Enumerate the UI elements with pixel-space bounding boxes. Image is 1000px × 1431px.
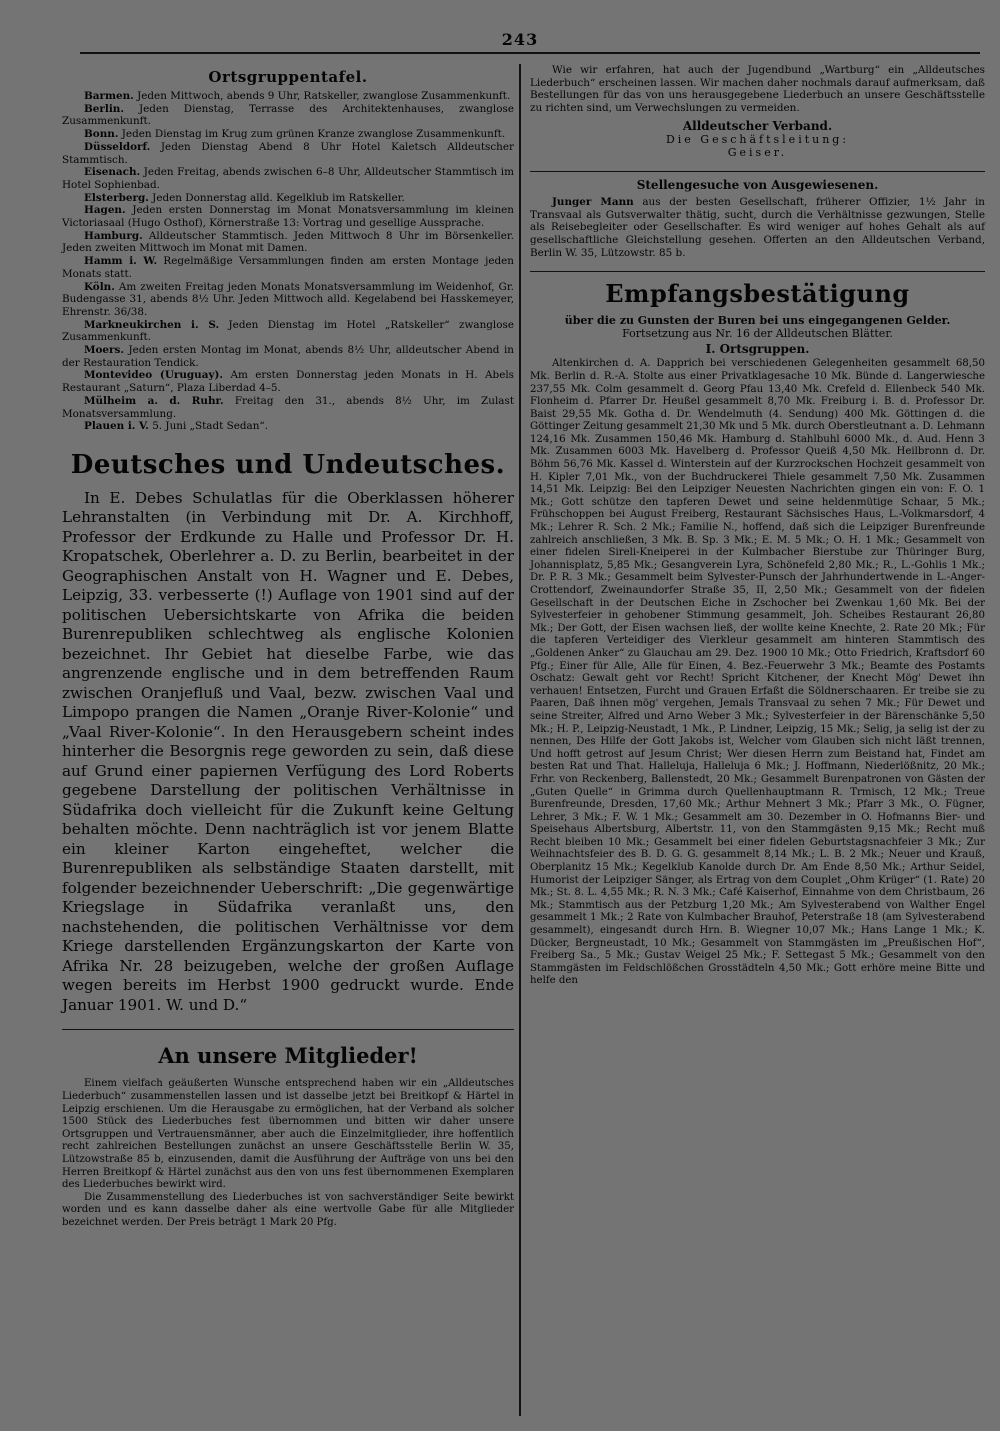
ortsgruppe-place: Mülheim a. d. Ruhr. [84, 394, 224, 407]
ortsgruppe-entry [62, 90, 514, 103]
ortsgruppe-text: Am ersten Donnerstag jeden Monats in H. Abels Restaurant „Saturn“, Plaza Liberdad 4–5. [62, 369, 515, 395]
ortsgruppen-section-heading: I. Ortsgruppen. [705, 342, 810, 357]
ortsgruppe-place: Eisenach. [84, 166, 141, 179]
ortsgruppe-entry [62, 369, 514, 394]
ortsgruppe-text: Jeden ersten Montag im Monat, abends 8½ Uhr, alldeutscher Abend in der Restauration Tendick. [62, 344, 514, 369]
section-divider [62, 1029, 514, 1030]
mitglieder-title: An unsere Mitglieder! [158, 1043, 418, 1069]
ortsgruppe-place: Berlin. [84, 102, 124, 115]
ortsgruppe-text: Jeden ersten Donnerstag im Monat Monatsversammlung im kleinen Victoriasaal (Hugo Osthof), Körnerstraße 13: Vortrag und gesellige Aussprache. [62, 204, 514, 230]
stellengesuch-text [530, 196, 985, 260]
geschaeftsleitung-label: Die Geschäftsleitung: [665, 132, 850, 146]
ortsgruppe-entry [62, 255, 514, 280]
stellengesuche-title: Stellengesuche von Ausgewiesenen. [636, 177, 879, 192]
ortsgruppe-place: Barmen. [84, 90, 134, 102]
empfang-subtitle [530, 314, 985, 327]
ortsgruppe-text: Alldeutscher Stammtisch. Jeden Mittwoch 8 Uhr im Börsenkeller. Jeden zweiten Mittwoch im Monat mit Damen. [62, 229, 515, 255]
stellengesuch-lead: Junger Mann [552, 195, 634, 208]
ortsgruppe-entry [62, 395, 514, 420]
deutsches-body: In E. Debes Schulatlas für die Oberklassen höherer Lehranstalten (in Verbindung mit Dr. A. Kirchhoff, Professor der Erdkunde zu Halle und Professor Dr. H. Kropatschek, Oberlehrer a. D. zu Berlin, bearbeitet in der Geographischen Anstalt von H. Wagner und E. Debes, Leipzig, 33. verbesserte (!) Auflage von 1901 sind auf der politischen Uebersichtskarte von Afrika die beiden Burenrepubliken schlechtweg als englische Kolonien bezeichnet. Ihr Gebiet hat dieselbe Farbe, wie das angrenzende englische und in dem betreffenden Raum zwischen Oranjefluß und Vaal, bezw. zwischen Vaal und Limpopo prangen die Namen „Oranje River-Kolonie“ und „Vaal River-Kolonie“. In den Herausgebern scheint indes hinterher die Besorgnis rege geworden zu sein, daß diese auf Grund einer papiernen Verfügung des Lord Roberts gegebene Darstellung der politischen Verhältnisse in Südafrika doch vielleicht für die Zukunft keine Geltung behalten möchte. Denn nachträglich ist vor jenem Blatte ein kleiner Karton eingeheftet, welcher die Burenrepubliken als selbständige Staaten darstellt, mit folgender bezeichnender Ueberschrift: „Die gegenwärtige Kriegslage in Südafrika veranlaßt uns, den nachstehenden, die politischen Verhältnisse vor dem Kriege darstellenden Ergänzungskarton der Karte von Afrika Nr. 28 beizugeben, welche der großen Auflage wegen bereits im Herbst 1900 gedruckt wurde. Ende Januar 1901. W. und D.“ [62, 488, 514, 1014]
ortsgruppe-entry [62, 281, 514, 319]
ortsgruppe-text: Am zweiten Freitag jeden Monats Monatsversammlung im Weidenhof, Gr. Budengasse 31, abends 8½ Uhr. Jeden Mittwoch alld. Kegelabend bei Hasskemeyer, Ehrenstr. 36/38. [62, 280, 514, 318]
ortsgruppe-text: Jeden Dienstag im Krug zum grünen Kranze zwanglose Zusammenkunft. [121, 128, 506, 141]
ortsgruppe-text: Jeden Mittwoch, abends 9 Uhr, Ratskeller, zwanglose Zusammenkunft. [137, 90, 511, 102]
section-divider [530, 271, 985, 272]
ortsgruppe-text: Jeden Dienstag im Hotel „Ratskeller“ zwanglose Zusammenkunft. [62, 318, 514, 344]
ortsgruppe-place: Köln. [84, 280, 115, 293]
ortsgruppe-place: Düsseldorf. [84, 140, 151, 153]
empfang-subtitle-main: über die zu Gunsten der Buren bei uns eingegangenen Gelder. [564, 314, 951, 328]
ortsgruppe-entry [62, 103, 514, 128]
ortsgruppen-list [62, 90, 514, 433]
ortsgruppe-entry [62, 204, 514, 229]
ortsgruppe-entry [62, 420, 514, 433]
ortsgruppe-entry [62, 344, 514, 369]
ortsgruppe-place: Hagen. [84, 204, 126, 217]
ortsgruppe-entry [62, 192, 514, 205]
ortsgruppe-place: Montevideo (Uruguay). [84, 369, 224, 382]
stellengesuch-body: aus der besten Gesellschaft, früherer Offizier, 1½ Jahr in Transvaal als Gutsverwalter thätig, sucht, durch die Verhältnisse gezwungen, Stelle als Reisebegleiter oder Gesellschafter. Es wird weniger auf hohes Gehalt als auf gesellschaftliche Gleichstellung gesehen. Offerten an den Alldeutschen Verband, Berlin W. 35, Lützowstr. 85 b. [530, 195, 985, 259]
ortsgruppe-text: Jeden Donnerstag alld. Kegelklub im Ratskeller. [152, 191, 405, 204]
section-divider [530, 171, 985, 172]
ortsgruppe-text: Regelmäßige Versammlungen finden am ersten Montage jeden Monats statt. [62, 255, 514, 280]
ortsgruppe-text: Jeden Dienstag, Terrasse des Architektenhauses, zwanglose Zusammenkunft. [62, 102, 514, 128]
ortsgruppe-place: Elsterberg. [84, 191, 149, 204]
donation-list: Altenkirchen d. A. Dapprich bei verschiedenen Gelegenheiten gesammelt 68,50 Mk. Berlin d. R.-A. Stolte aus einer Privatklagesache 10 Mk. Bünde d. Langerwiesche 237,55 Mk. Colm gesammelt d. Georg Pfau 13,40 Mk. Crefeld d. Ellenbeck 540 Mk. Flonheim d. Pfarrer Dr. Heußel gesammelt 8,70 Mk. Freiburg i. B. d. Professor Dr. Baist 29,55 Mk. Gotha d. Dr. Wendelmuth (4. Sendung) 400 Mk. Göttingen d. die Göttinger Zeitung gesammelt 21,30 Mk und 5 Mk. durch Oberstleutnant a. D. Lehmann 124,16 Mk. Zusammen 150,46 Mk. Hamburg d. Stahlbuhl 6000 Mk., d. Aud. Henn 3 Mk. Zusammen 6003 Mk. Havelberg d. Professor Queiß 4,50 Mk. Heilbronn d. Dr. Böhm 56,76 Mk. Kassel d. Winterstein auf der Kurzrockschen Hochzeit gesammelt von H. Kipler 7,01 Mk., von der Buchdruckerei Thiele gesammelt 7,50 Mk. Zusammen 14,51 Mk. Leipzig: Bei den Leipziger Neuesten Nachrichten gingen ein von: F. O. 1 Mk.; Gott schütze den tapferen Dewet und seine heldenmütige Schaar, 5 Mk.; Frühschoppen bei August Freiberg, Restaurant Sächsisches Haus, L.-Volkmarsdorf, 4 Mk.; Lehrer R. Sch. 2 Mk.; Familie N., hoffend, daß sich die Leipziger Burenfreunde zahlreich anschließen, 3 Mk. B. Sp. 3 Mk.; E. M. 5 Mk.; O. H. 1 Mk.; Gesammelt von einer fidelen Sireli-Kneiperei in der Kulmbacher Bierstube zur Thüringer Burg, Johannisplatz, 5,85 Mk.; Gesangverein Lyra, Schönefeld 2,80 Mk.; R., L.-Gohlis 1 Mk.; Dr. P. R. 3 Mk.; Gesammelt beim Sylvester-Punsch der Jahrhundertwende in L.-Anger-Crottendorf, Zweinaundorfer Straße 35, II, 2,50 Mk.; Gesammelt von der fidelen Gesellschaft in der Deutschen Eiche in Zschocher bei Zwenkau 1,60 Mk. Bei der Sylvesterfeier in gehobener Stimmung gesammelt, Joh. Scheibes Restaurant 26,80 Mk.; Der Gott, der Eisen wachsen ließ, der wollte keine Knechte, 2. Rate 20 Mk.; Für die tapferen Verteidiger des Vierkleur gesammelt am hinteren Stammtisch des „Goldenen Anker“ zu Glauchau am 29. Dez. 1900 10 Mk.; Otto Friedrich, Kraftsdorf 60 Pfg.; Einer für Alle, Alle für Einen, 4. Bez.-Feuerwehr 3 Mk.; Beamte des Postamts Oschatz: Gewalt geht vor Recht! Spricht Kitchener, der Knecht Mög' Dewet ihn verhauen! Entsetzen, Furcht und Grauen Erfaßt die Söldnerschaaren. Er treibe sie zu Paaren, Daß ihnen mög' vergehen, Jemals Transvaal zu sehen 7 Mk.; Für Dewet und seine Streiter, Alfred und Arno Weber 3 Mk.; Sylvesterfeier in der Bärenschänke 5,50 Mk.; H. P., Leipzig-Neustadt, 1 Mk., P. Lindner, Leipzig, 15 Mk.; Selig, ja selig ist der zu nennen, Des Hilfe der Gott Jakobs ist, Welcher vom Glauben sich nicht läßt trennen, Und hofft getrost auf Jesum Christ; Wer diesen Herrn zum Beistand hat, Findet am besten Rat und That. Halleluja, Halleluja 6 Mk.; J. Hoffmann, Niederlößnitz, 20 Mk.; Frhr. von Reckenberg, Ballenstedt, 20 Mk.; Gesammelt Burenpatronen von Gästen der „Guten Quelle“ in Grimma durch Quellenhauptmann R. Trmisch, 12 Mk.; Treue Burenfreunde, Dresden, 17,60 Mk.; Arthur Mehnert 3 Mk.; Pfarr 3 Mk., O. Fügner, Lehrer, 3 Mk.; F. W. 1 Mk.; Gesammelt am 30. Dezember in O. Hofmanns Bier- und Speisehaus Albertsburg, Albertstr. 11, von den Stammgästen 9,15 Mk.; Recht muß Recht bleiben 10 Mk.; Gesammelt bei einer fidelen Geburtstagsnachfeier 3 Mk.; Zur Weihnachtsfeier des B. D. G. G. gesammelt 8,14 Mk.; L. B. 2 Mk.; Neuer und Krauß, Oberplanitz 15 Mk.; Kegelklub Kanolde durch Dr. Am Ende 8,50 Mk.; Arthur Seidel, Humorist der Leipziger Sänger, als Ertrag von dem Couplet „Ohm Krüger“ (1. Rate) 20 Mk.; St. 8. L. 4,55 Mk.; R. N. 3 Mk.; Café Kaiserhof, Einnahme von dem Christbaum, 26 Mk.; Stammtisch aus der Petzburg 1,20 Mk.; Am Sylvesterabend von Walther Engel gesammelt 1 Mk.; 2 Rate von Kulmbacher Brauhof, Peterstraße 18 (am Sylvesterabend gesammelt), eingesandt durch Hrn. B. Wiegner 10,07 Mk.; Hans Lange 1 Mk.; K. Dücker, Bergneustadt, 10 Mk.; Gesammelt von Stammgästen im „Preußischen Hof“, Freiberg Sa., 5 Mk.; Gustav Weigel 25 Mk.; F. Settegast 5 Mk.; Gesammelt von den Stammgästen im Feldschlößchen Grosstädteln 4,50 Mk.; Gott erhöre meine Bitte und helfe den [530, 358, 985, 987]
column-divider [519, 64, 521, 1416]
ortsgruppe-entry [62, 166, 514, 191]
ortsgruppen-title: Ortsgruppentafel. [208, 68, 368, 86]
ortsgruppe-place: Bonn. [84, 128, 119, 141]
header-rule [80, 52, 980, 54]
ortsgruppe-entry [62, 230, 514, 255]
page-number: 243 [501, 30, 539, 49]
left-column [62, 64, 514, 1230]
ortsgruppe-place: Markneukirchen i. S. [84, 318, 220, 331]
ortsgruppe-place: Moers. [84, 344, 124, 357]
ortsgruppe-entry [62, 141, 514, 166]
ortsgruppe-place: Hamm i. W. [84, 255, 158, 268]
verband-name: Alldeutscher Verband. [682, 118, 833, 133]
right-column [530, 64, 985, 988]
ortsgruppe-text: Jeden Freitag, abends zwischen 6–8 Uhr, Alldeutscher Stammtisch im Hotel Sophienbad. [62, 166, 514, 191]
ortsgruppe-text: Freitag den 31., abends 8½ Uhr, im Zulast Monatsversammlung. [62, 394, 514, 420]
signer-name: Geiser. [727, 145, 788, 159]
empfang-continuation: Fortsetzung aus Nr. 16 der Alldeutschen Blätter. [622, 327, 893, 341]
ortsgruppe-entry [62, 319, 514, 344]
ortsgruppe-place: Plauen i. V. [84, 420, 149, 433]
mitglieder-paragraph-1: Einem vielfach geäußerten Wunsche entsprechend haben wir ein „Alldeutsches Liederbuch“ zusammenstellen lassen und ist dasselbe jetzt bei Breitkopf & Härtel in Leipzig erschienen. Um die Herausgabe zu ermöglichen, hat der Verband als solcher 1500 Stück des Liederbuches fest übernommen und bitten wir daher unsere Ortsgruppen und Vertrauensmänner, aber auch die Einzelmitglieder, ihre hoffentlich recht zahlreichen Bestellungen zunächst an unsere Geschäftsstelle Berlin W. 35, Lützowstraße 85 b, einzusenden, damit die Ausführung der Aufträge von uns bei den Herren Breitkopf & Härtel zunächst aus den von uns fest übernommenen Exemplaren des Liederbuches bewirkt wird. [62, 1078, 514, 1191]
wartburg-notice: Wie wir erfahren, hat auch der Jugendbund „Wartburg“ ein „Alldeutsches Liederbuch“ erscheinen lassen. Wir machen daher nochmals darauf aufmerksam, daß Bestellungen für das von uns herausgegebene Liederbuch an unsere Geschäftsstelle zu richten sind, um Verwechslungen zu vermeiden. [530, 64, 985, 115]
ortsgruppe-entry [62, 128, 514, 141]
deutsches-title: Deutsches und Undeutsches. [70, 449, 506, 480]
ortsgruppe-text: 5. Juni „Stadt Sedan“. [152, 420, 269, 433]
ortsgruppe-place: Hamburg. [84, 229, 143, 242]
empfang-title: Empfangsbestätigung [605, 279, 910, 309]
mitglieder-paragraph-2: Die Zusammenstellung des Liederbuches ist von sachverständiger Seite bewirkt worden und es kann dasselbe daher als eine wertvolle Gabe für alle Mitglieder bezeichnet werden. Der Preis beträgt 1 Mark 20 Pfg. [62, 1191, 514, 1229]
ortsgruppe-text: Jeden Dienstag Abend 8 Uhr Hotel Kaletsch Alldeutscher Stammtisch. [62, 140, 514, 166]
